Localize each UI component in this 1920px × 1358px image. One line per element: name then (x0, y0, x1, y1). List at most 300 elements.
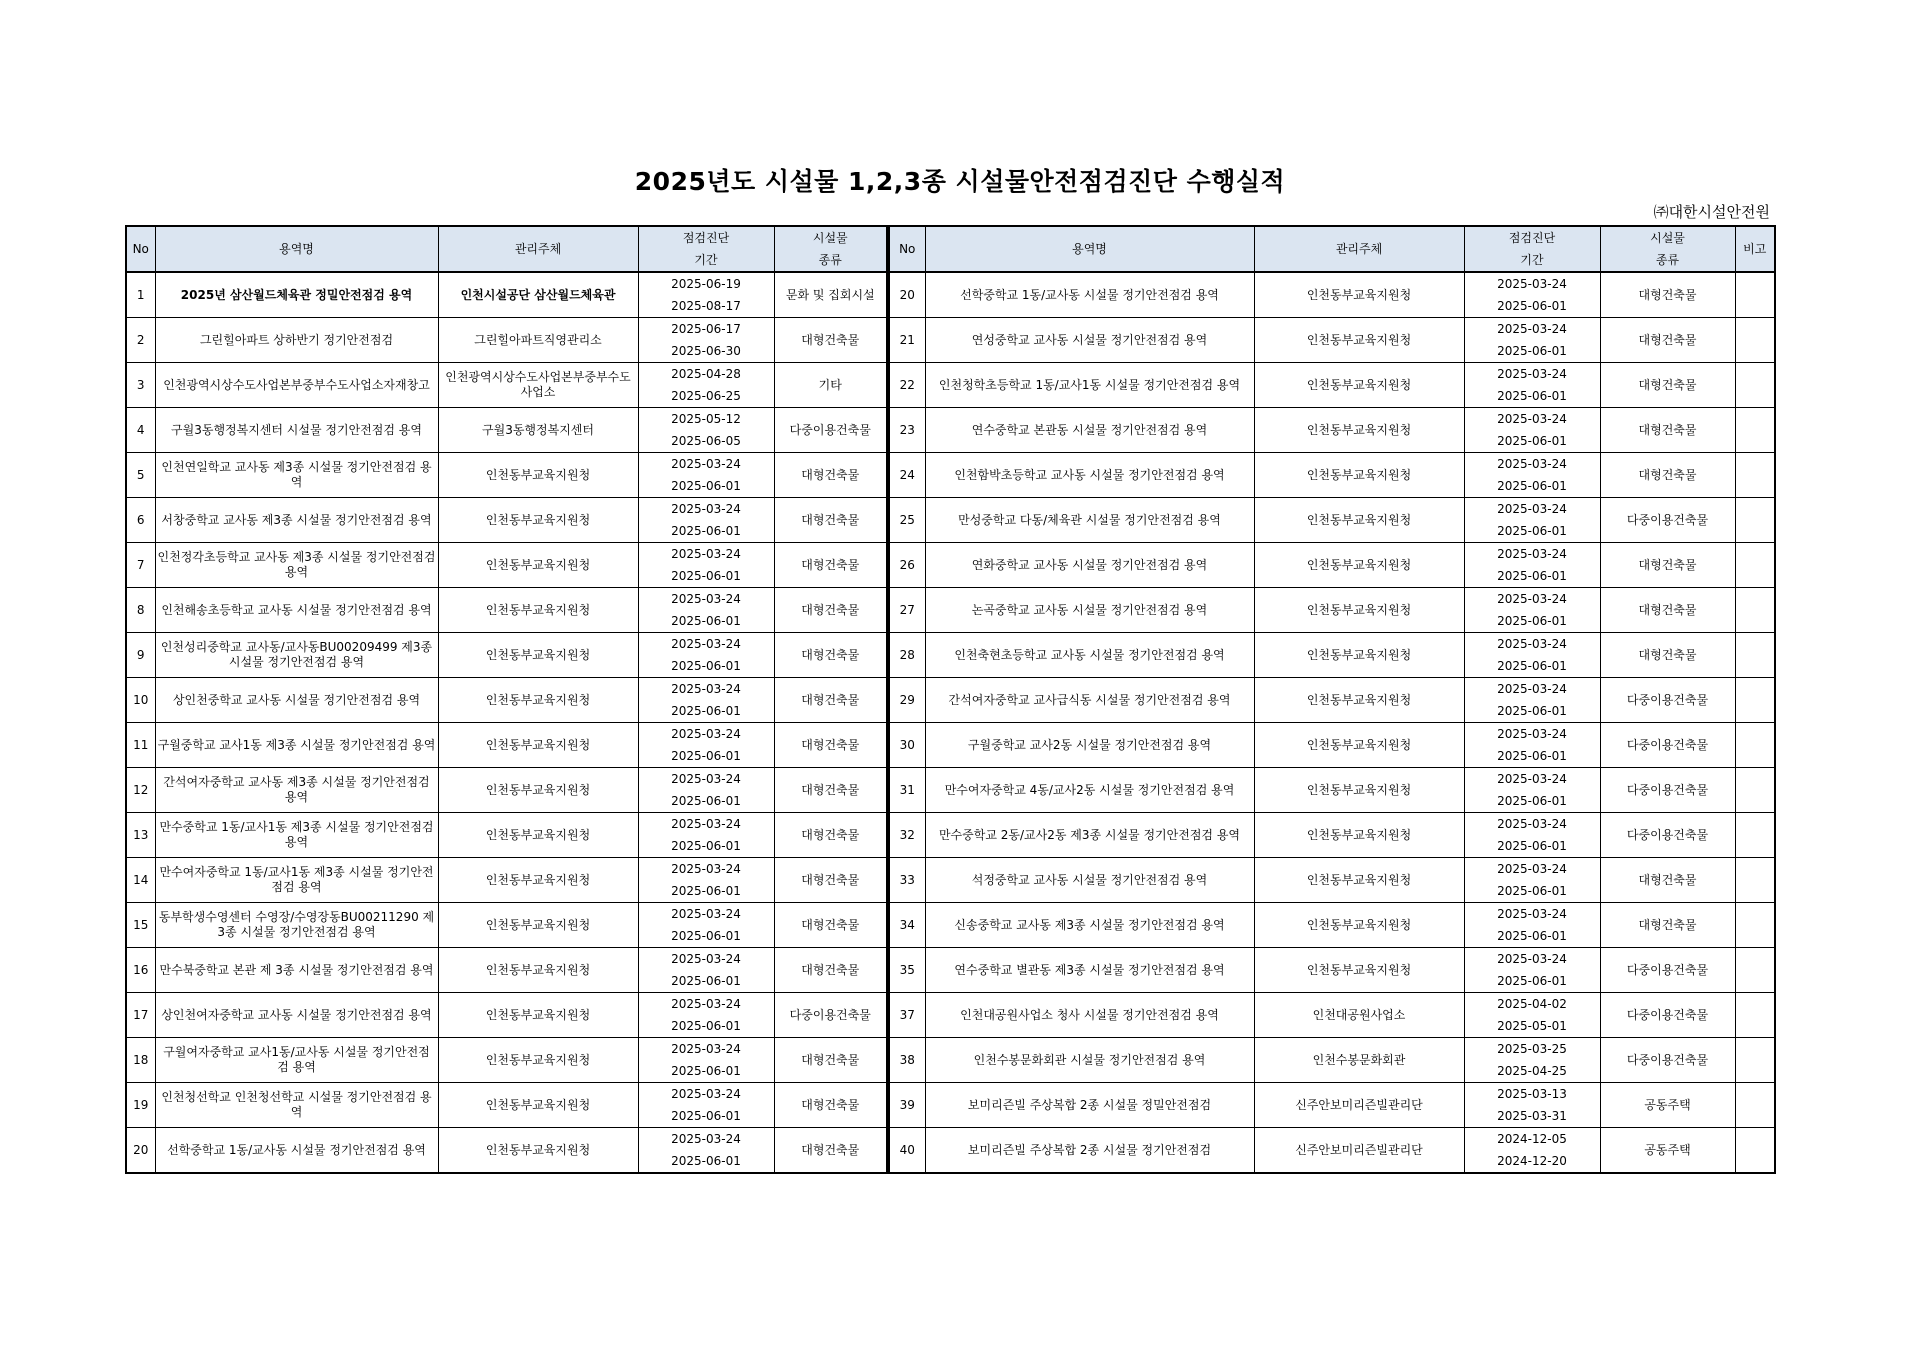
managing-org: 그린힐아파트직영관리소 (438, 318, 638, 363)
date-start: 2025-03-24 (1497, 322, 1567, 336)
row-no: 16 (126, 948, 155, 993)
row-no-right: 27 (888, 588, 925, 633)
inspection-period (638, 1128, 774, 1174)
service-name: 간석여자중학교 교사동 제3종 시설물 정기안전점검 용역 (155, 768, 438, 813)
table-row (126, 318, 1775, 363)
inspection-period-right (1464, 813, 1600, 858)
service-name-right: 선학중학교 1동/교사동 시설물 정기안전점검 용역 (925, 272, 1254, 318)
date-start: 2025-03-24 (671, 772, 741, 786)
service-name: 인천정각초등학교 교사동 제3종 시설물 정기안전점검 용역 (155, 543, 438, 588)
table-row (126, 272, 1775, 318)
row-no: 9 (126, 633, 155, 678)
row-no-right: 28 (888, 633, 925, 678)
table-row (126, 1038, 1775, 1083)
note-cell (1735, 723, 1775, 768)
date-start: 2025-03-24 (1497, 862, 1567, 876)
facility-type-right: 다중이용건축물 (1600, 993, 1735, 1038)
date-end: 2025-06-01 (1497, 569, 1567, 583)
note-cell (1735, 768, 1775, 813)
managing-org-right: 인천동부교육지원청 (1254, 633, 1464, 678)
facility-type-right: 대형건축물 (1600, 903, 1735, 948)
header-type-right-line2: 종류 (1655, 253, 1680, 267)
service-name: 구월중학교 교사1동 제3종 시설물 정기안전점검 용역 (155, 723, 438, 768)
facility-type: 대형건축물 (774, 498, 888, 543)
date-start: 2025-03-24 (1497, 682, 1567, 696)
date-end: 2024-12-20 (1497, 1154, 1567, 1168)
date-start: 2025-03-24 (1497, 547, 1567, 561)
note-cell (1735, 1083, 1775, 1128)
date-start: 2025-03-24 (1497, 727, 1567, 741)
row-no-right: 38 (888, 1038, 925, 1083)
row-no: 12 (126, 768, 155, 813)
date-end: 2025-06-01 (1497, 794, 1567, 808)
managing-org: 인천동부교육지원청 (438, 1038, 638, 1083)
facility-type: 기타 (774, 363, 888, 408)
note-cell (1735, 1038, 1775, 1083)
note-cell (1735, 813, 1775, 858)
managing-org: 구월3동행정복지센터 (438, 408, 638, 453)
date-end: 2025-06-01 (671, 1154, 741, 1168)
table-row (126, 408, 1775, 453)
facility-type-right: 다중이용건축물 (1600, 768, 1735, 813)
date-start: 2025-03-24 (671, 997, 741, 1011)
header-type-line1: 시설물 (812, 231, 848, 245)
header-org-right: 관리주체 (1254, 226, 1464, 272)
inspection-period (638, 318, 774, 363)
date-start: 2025-03-24 (671, 1087, 741, 1101)
inspection-period-right (1464, 723, 1600, 768)
inspection-period-right (1464, 858, 1600, 903)
managing-org: 인천동부교육지원청 (438, 813, 638, 858)
row-no: 10 (126, 678, 155, 723)
date-start: 2025-04-28 (671, 367, 741, 381)
facility-type-right: 대형건축물 (1600, 272, 1735, 318)
date-start: 2025-03-24 (1497, 907, 1567, 921)
date-start: 2025-03-24 (1497, 952, 1567, 966)
managing-org-right: 인천동부교육지원청 (1254, 858, 1464, 903)
service-name-right: 석정중학교 교사동 시설물 정기안전점검 용역 (925, 858, 1254, 903)
managing-org: 인천동부교육지원청 (438, 1083, 638, 1128)
managing-org: 인천동부교육지원청 (438, 678, 638, 723)
inspection-period (638, 498, 774, 543)
table-header-row (126, 226, 1775, 272)
date-end: 2025-06-01 (671, 569, 741, 583)
inspection-period (638, 768, 774, 813)
header-note: 비고 (1735, 226, 1775, 272)
service-name: 상인천중학교 교사동 시설물 정기안전점검 용역 (155, 678, 438, 723)
facility-type: 대형건축물 (774, 723, 888, 768)
row-no-right: 20 (888, 272, 925, 318)
service-name: 구월3동행정복지센터 시설물 정기안전점검 용역 (155, 408, 438, 453)
managing-org-right: 인천대공원사업소 (1254, 993, 1464, 1038)
managing-org: 인천시설공단 삼산월드체육관 (438, 272, 638, 318)
inspection-period (638, 363, 774, 408)
facility-type: 대형건축물 (774, 948, 888, 993)
row-no: 3 (126, 363, 155, 408)
inspection-period (638, 453, 774, 498)
managing-org: 인천동부교육지원청 (438, 498, 638, 543)
table-row (126, 768, 1775, 813)
table-row (126, 363, 1775, 408)
facility-type-right: 대형건축물 (1600, 588, 1735, 633)
row-no: 18 (126, 1038, 155, 1083)
service-name-right: 인천축현초등학교 교사동 시설물 정기안전점검 용역 (925, 633, 1254, 678)
date-end: 2025-06-01 (671, 1109, 741, 1123)
header-type-right (1600, 226, 1735, 272)
date-end: 2025-06-01 (1497, 614, 1567, 628)
facility-type: 대형건축물 (774, 768, 888, 813)
service-name: 상인천여자중학교 교사동 시설물 정기안전점검 용역 (155, 993, 438, 1038)
facility-type-right: 대형건축물 (1600, 408, 1735, 453)
service-name: 인천청선학교 인천청선학교 시설물 정기안전점검 용역 (155, 1083, 438, 1128)
managing-org-right: 인천동부교육지원청 (1254, 408, 1464, 453)
service-name: 서창중학교 교사동 제3종 시설물 정기안전점검 용역 (155, 498, 438, 543)
date-start: 2025-03-24 (671, 952, 741, 966)
row-no-right: 40 (888, 1128, 925, 1174)
date-start: 2025-03-24 (671, 907, 741, 921)
table-row (126, 993, 1775, 1038)
date-start: 2025-03-24 (1497, 457, 1567, 471)
date-end: 2025-06-01 (671, 479, 741, 493)
date-end: 2025-06-05 (671, 434, 741, 448)
row-no-right: 25 (888, 498, 925, 543)
managing-org-right: 인천동부교육지원청 (1254, 903, 1464, 948)
note-cell (1735, 408, 1775, 453)
header-type-right-line1: 시설물 (1650, 231, 1685, 245)
service-name: 만수여자중학교 1동/교사1동 제3종 시설물 정기안전점검 용역 (155, 858, 438, 903)
inspection-period (638, 543, 774, 588)
facility-type: 대형건축물 (774, 858, 888, 903)
inspection-period-right (1464, 543, 1600, 588)
service-name-right: 만성중학교 다동/체육관 시설물 정기안전점검 용역 (925, 498, 1254, 543)
service-name-right: 인천대공원사업소 청사 시설물 정기안전점검 용역 (925, 993, 1254, 1038)
page-title: 2025년도 시설물 1,2,3종 시설물안전점검진단 수행실적 (634, 167, 1286, 196)
inspection-period (638, 272, 774, 318)
facility-type-right: 대형건축물 (1600, 363, 1735, 408)
service-name-right: 인천함박초등학교 교사동 시설물 정기안전점검 용역 (925, 453, 1254, 498)
row-no-right: 34 (888, 903, 925, 948)
date-end: 2025-06-01 (1497, 659, 1567, 673)
date-start: 2025-04-02 (1497, 997, 1567, 1011)
managing-org-right: 인천동부교육지원청 (1254, 948, 1464, 993)
row-no-right: 32 (888, 813, 925, 858)
header-org: 관리주체 (438, 226, 638, 272)
date-end: 2025-06-01 (671, 1064, 741, 1078)
row-no-right: 29 (888, 678, 925, 723)
managing-org-right: 인천동부교육지원청 (1254, 723, 1464, 768)
facility-type-right: 다중이용건축물 (1600, 498, 1735, 543)
inspection-period-right (1464, 903, 1600, 948)
facility-type: 대형건축물 (774, 543, 888, 588)
facility-type: 대형건축물 (774, 318, 888, 363)
date-start: 2025-06-19 (671, 277, 741, 291)
date-start: 2025-03-24 (1497, 412, 1567, 426)
facility-type: 다중이용건축물 (774, 993, 888, 1038)
date-end: 2025-06-01 (1497, 974, 1567, 988)
managing-org: 인천동부교육지원청 (438, 903, 638, 948)
header-name-right: 용역명 (925, 226, 1254, 272)
service-name-right: 인천청학초등학교 1동/교사1동 시설물 정기안전점검 용역 (925, 363, 1254, 408)
note-cell (1735, 588, 1775, 633)
managing-org-right: 인천동부교육지원청 (1254, 588, 1464, 633)
row-no: 14 (126, 858, 155, 903)
managing-org: 인천동부교육지원청 (438, 453, 638, 498)
managing-org-right: 신주안보미리즌빌관리단 (1254, 1083, 1464, 1128)
row-no: 6 (126, 498, 155, 543)
row-no-right: 26 (888, 543, 925, 588)
table-row (126, 498, 1775, 543)
note-cell (1735, 363, 1775, 408)
service-name: 인천해송초등학교 교사동 시설물 정기안전점검 용역 (155, 588, 438, 633)
date-start: 2025-03-24 (671, 502, 741, 516)
row-no-right: 23 (888, 408, 925, 453)
managing-org-right: 인천동부교육지원청 (1254, 453, 1464, 498)
date-start: 2025-03-25 (1497, 1042, 1567, 1056)
header-no: No (126, 226, 155, 272)
header-period-right (1464, 226, 1600, 272)
facility-type: 대형건축물 (774, 633, 888, 678)
managing-org: 인천동부교육지원청 (438, 633, 638, 678)
table-row (126, 633, 1775, 678)
inspection-period-right (1464, 453, 1600, 498)
inspection-period (638, 633, 774, 678)
table-row (126, 948, 1775, 993)
service-name: 그린힐아파트 상하반기 정기안전점검 (155, 318, 438, 363)
facility-type-right: 대형건축물 (1600, 858, 1735, 903)
service-name-right: 인천수봉문화회관 시설물 정기안전점검 용역 (925, 1038, 1254, 1083)
managing-org-right: 신주안보미리즌빌관리단 (1254, 1128, 1464, 1174)
date-start: 2025-03-24 (1497, 277, 1567, 291)
row-no: 7 (126, 543, 155, 588)
inspection-period (638, 1038, 774, 1083)
managing-org-right: 인천동부교육지원청 (1254, 318, 1464, 363)
inspection-period (638, 1083, 774, 1128)
header-no-right: No (888, 226, 925, 272)
date-end: 2025-06-01 (1497, 434, 1567, 448)
date-start: 2025-03-24 (671, 682, 741, 696)
facility-type-right: 공동주택 (1600, 1083, 1735, 1128)
service-name: 만수북중학교 본관 제 3종 시설물 정기안전점검 용역 (155, 948, 438, 993)
performance-table (125, 225, 1776, 1174)
managing-org: 인천동부교육지원청 (438, 1128, 638, 1174)
date-start: 2025-03-24 (1497, 502, 1567, 516)
facility-type: 대형건축물 (774, 1038, 888, 1083)
date-end: 2025-04-25 (1497, 1064, 1567, 1078)
facility-type: 대형건축물 (774, 678, 888, 723)
header-name: 용역명 (155, 226, 438, 272)
service-name-right: 구월중학교 교사2동 시설물 정기안전점검 용역 (925, 723, 1254, 768)
facility-type-right: 다중이용건축물 (1600, 678, 1735, 723)
managing-org: 인천동부교육지원청 (438, 723, 638, 768)
header-period-line2: 기간 (694, 253, 718, 267)
managing-org: 인천동부교육지원청 (438, 768, 638, 813)
inspection-period (638, 993, 774, 1038)
inspection-period-right (1464, 588, 1600, 633)
row-no: 11 (126, 723, 155, 768)
date-end: 2025-06-01 (1497, 389, 1567, 403)
date-end: 2025-06-01 (671, 659, 741, 673)
facility-type: 대형건축물 (774, 1128, 888, 1174)
date-start: 2025-03-24 (671, 727, 741, 741)
date-end: 2025-06-01 (671, 839, 741, 853)
row-no-right: 22 (888, 363, 925, 408)
note-cell (1735, 948, 1775, 993)
managing-org-right: 인천동부교육지원청 (1254, 363, 1464, 408)
row-no: 19 (126, 1083, 155, 1128)
header-period-line1: 점검진단 (682, 231, 730, 245)
facility-type-right: 대형건축물 (1600, 318, 1735, 363)
date-end: 2025-06-01 (671, 749, 741, 763)
date-start: 2025-03-24 (671, 592, 741, 606)
managing-org: 인천동부교육지원청 (438, 993, 638, 1038)
inspection-period-right (1464, 498, 1600, 543)
note-cell (1735, 543, 1775, 588)
date-end: 2025-06-01 (1497, 704, 1567, 718)
date-start: 2025-03-24 (671, 637, 741, 651)
table-row (126, 1083, 1775, 1128)
row-no: 15 (126, 903, 155, 948)
service-name: 인천성리중학교 교사동/교사동BU00209499 제3종 시설물 정기안전점검 용역 (155, 633, 438, 678)
date-end: 2025-06-01 (1497, 344, 1567, 358)
date-end: 2025-06-01 (1497, 479, 1567, 493)
service-name-right: 연화중학교 교사동 시설물 정기안전점검 용역 (925, 543, 1254, 588)
inspection-period (638, 903, 774, 948)
service-name-right: 연성중학교 교사동 시설물 정기안전점검 용역 (925, 318, 1254, 363)
date-start: 2025-03-24 (671, 457, 741, 471)
row-no: 4 (126, 408, 155, 453)
date-start: 2025-03-24 (671, 1042, 741, 1056)
facility-type: 대형건축물 (774, 903, 888, 948)
managing-org-right: 인천수봉문화회관 (1254, 1038, 1464, 1083)
inspection-period-right (1464, 408, 1600, 453)
service-name: 선학중학교 1동/교사동 시설물 정기안전점검 용역 (155, 1128, 438, 1174)
date-end: 2025-06-25 (671, 389, 741, 403)
row-no-right: 35 (888, 948, 925, 993)
inspection-period-right (1464, 678, 1600, 723)
date-end: 2025-06-01 (1497, 524, 1567, 538)
facility-type-right: 대형건축물 (1600, 543, 1735, 588)
date-start: 2025-03-24 (1497, 817, 1567, 831)
facility-type: 문화 및 집회시설 (774, 272, 888, 318)
managing-org-right: 인천동부교육지원청 (1254, 813, 1464, 858)
service-name: 인천광역시상수도사업본부중부수도사업소자재창고 (155, 363, 438, 408)
company-name: ㈜대한시설안전원 (1653, 203, 1770, 221)
row-no-right: 37 (888, 993, 925, 1038)
facility-type-right: 대형건축물 (1600, 453, 1735, 498)
inspection-period-right (1464, 363, 1600, 408)
date-end: 2025-06-01 (671, 884, 741, 898)
header-type (774, 226, 888, 272)
service-name: 구월여자중학교 교사1동/교사동 시설물 정기안전점검 용역 (155, 1038, 438, 1083)
service-name-right: 연수중학교 별관동 제3종 시설물 정기안전점검 용역 (925, 948, 1254, 993)
service-name-right: 보미리즌빌 주상복합 2종 시설물 정기안전점검 (925, 1128, 1254, 1174)
inspection-period (638, 408, 774, 453)
service-name: 2025년 삼산월드체육관 정밀안전점검 용역 (155, 272, 438, 318)
facility-type-right: 다중이용건축물 (1600, 1038, 1735, 1083)
facility-type-right: 공동주택 (1600, 1128, 1735, 1174)
facility-type: 대형건축물 (774, 453, 888, 498)
date-end: 2025-06-01 (671, 1019, 741, 1033)
row-no: 2 (126, 318, 155, 363)
managing-org: 인천동부교육지원청 (438, 948, 638, 993)
date-end: 2025-06-01 (671, 929, 741, 943)
table-row (126, 543, 1775, 588)
row-no: 5 (126, 453, 155, 498)
inspection-period-right (1464, 948, 1600, 993)
date-end: 2025-06-01 (1497, 884, 1567, 898)
managing-org: 인천동부교육지원청 (438, 858, 638, 903)
facility-type-right: 다중이용건축물 (1600, 813, 1735, 858)
date-end: 2025-06-01 (671, 704, 741, 718)
date-end: 2025-06-01 (671, 614, 741, 628)
date-start: 2025-03-24 (1497, 772, 1567, 786)
service-name: 만수중학교 1동/교사1동 제3종 시설물 정기안전점검 용역 (155, 813, 438, 858)
note-cell (1735, 993, 1775, 1038)
table-row (126, 678, 1775, 723)
table-row (126, 903, 1775, 948)
note-cell (1735, 453, 1775, 498)
date-end: 2025-06-01 (671, 974, 741, 988)
row-no: 1 (126, 272, 155, 318)
row-no-right: 21 (888, 318, 925, 363)
row-no-right: 39 (888, 1083, 925, 1128)
date-start: 2025-03-24 (671, 862, 741, 876)
table-row (126, 813, 1775, 858)
row-no-right: 33 (888, 858, 925, 903)
inspection-period (638, 858, 774, 903)
date-end: 2025-05-01 (1497, 1019, 1567, 1033)
managing-org: 인천광역시상수도사업본부중부수도사업소 (438, 363, 638, 408)
facility-type-right: 다중이용건축물 (1600, 948, 1735, 993)
date-start: 2025-05-12 (671, 412, 741, 426)
date-start: 2025-03-24 (1497, 592, 1567, 606)
row-no: 13 (126, 813, 155, 858)
note-cell (1735, 678, 1775, 723)
row-no-right: 24 (888, 453, 925, 498)
managing-org: 인천동부교육지원청 (438, 543, 638, 588)
note-cell (1735, 858, 1775, 903)
date-start: 2025-03-24 (1497, 367, 1567, 381)
facility-type: 대형건축물 (774, 1083, 888, 1128)
table-row (126, 453, 1775, 498)
note-cell (1735, 1128, 1775, 1174)
facility-type-right: 대형건축물 (1600, 633, 1735, 678)
row-no-right: 30 (888, 723, 925, 768)
row-no: 8 (126, 588, 155, 633)
date-start: 2025-03-13 (1497, 1087, 1567, 1101)
service-name-right: 논곡중학교 교사동 시설물 정기안전점검 용역 (925, 588, 1254, 633)
inspection-period (638, 588, 774, 633)
date-end: 2025-06-01 (1497, 749, 1567, 763)
date-start: 2025-06-17 (671, 322, 741, 336)
date-start: 2025-03-24 (671, 817, 741, 831)
service-name-right: 간석여자중학교 교사급식동 시설물 정기안전점검 용역 (925, 678, 1254, 723)
service-name-right: 만수중학교 2동/교사2동 제3종 시설물 정기안전점검 용역 (925, 813, 1254, 858)
facility-type: 다중이용건축물 (774, 408, 888, 453)
managing-org: 인천동부교육지원청 (438, 588, 638, 633)
table-row (126, 588, 1775, 633)
inspection-period-right (1464, 633, 1600, 678)
row-no-right: 31 (888, 768, 925, 813)
service-name: 인천연일학교 교사동 제3종 시설물 정기안전점검 용역 (155, 453, 438, 498)
date-end: 2025-06-01 (671, 794, 741, 808)
note-cell (1735, 633, 1775, 678)
inspection-period-right (1464, 1083, 1600, 1128)
note-cell (1735, 318, 1775, 363)
managing-org-right: 인천동부교육지원청 (1254, 543, 1464, 588)
date-end: 2025-06-30 (671, 344, 741, 358)
facility-type: 대형건축물 (774, 813, 888, 858)
